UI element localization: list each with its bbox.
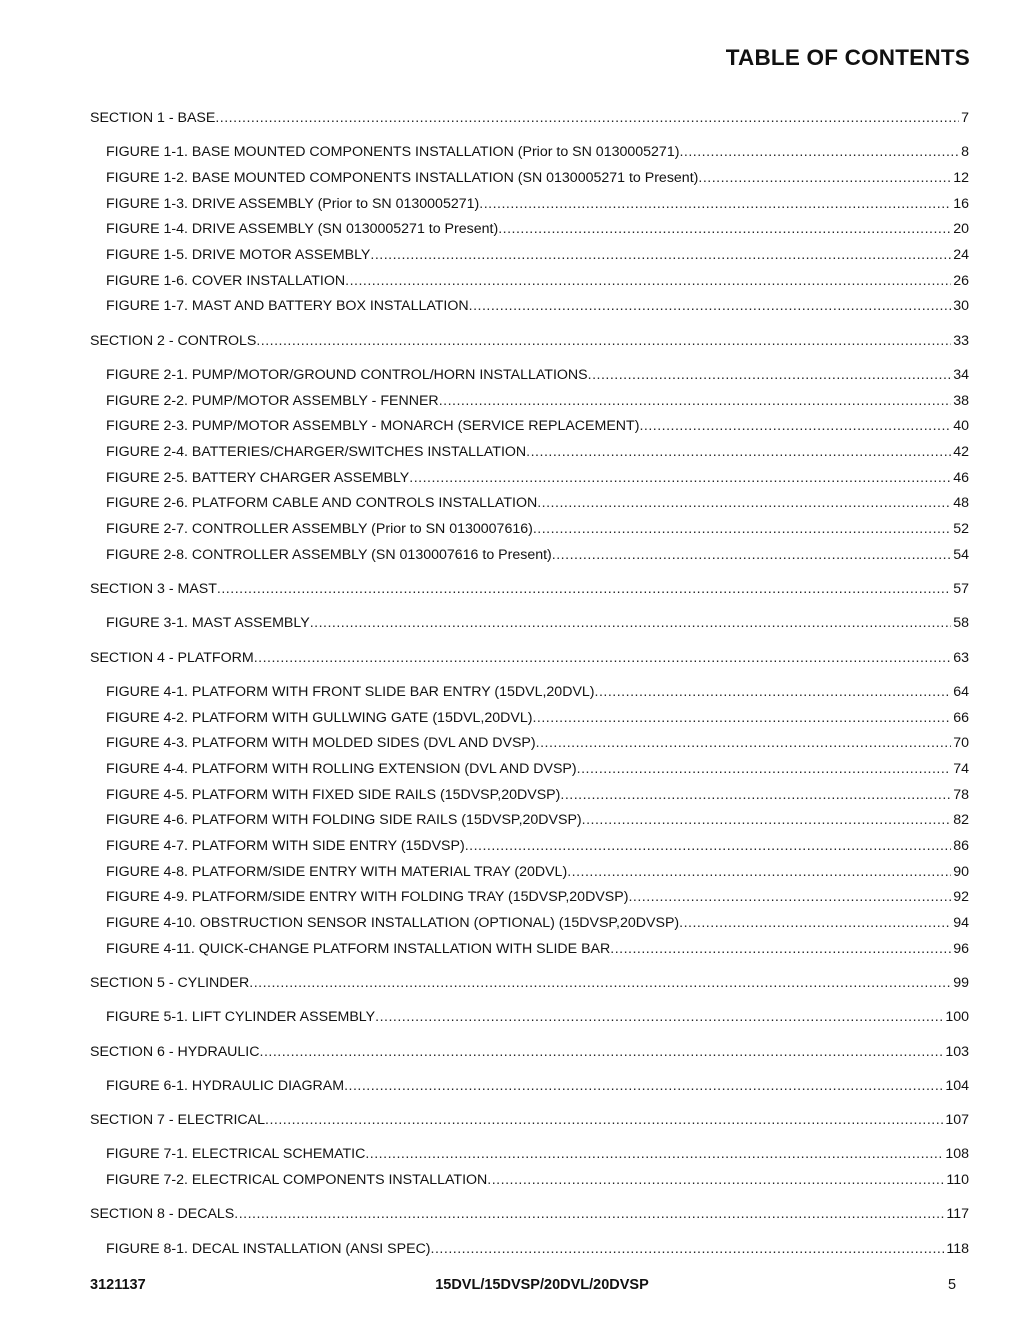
toc-figure-entry[interactable] [90, 1237, 969, 1263]
toc-figure-entry[interactable] [90, 389, 969, 415]
toc-entry-label: FIGURE 2-6. PLATFORM CABLE AND CONTROLS INSTALLATION [106, 495, 538, 512]
toc-entry-label: FIGURE 2-8. CONTROLLER ASSEMBLY (SN 0130007616 to Present) [106, 546, 552, 563]
toc-figure-entry[interactable] [90, 731, 969, 757]
toc-entry-label: FIGURE 1-4. DRIVE ASSEMBLY (SN 0130005271 to Present) [106, 221, 499, 238]
dot-leader [479, 192, 951, 218]
toc-entry-label: FIGURE 1-6. COVER INSTALLATION [106, 272, 346, 289]
toc-figure-entry[interactable] [90, 1074, 969, 1100]
dot-leader [552, 543, 951, 569]
toc-entry-page: 48 [953, 495, 969, 512]
toc-entry-label: FIGURE 1-1. BASE MOUNTED COMPONENTS INSTALLATION (Prior to SN 0130005271) [106, 144, 680, 161]
toc-figure-entry[interactable] [90, 1005, 969, 1031]
toc-entry-label: FIGURE 1-2. BASE MOUNTED COMPONENTS INSTALLATION (SN 0130005271 to Present) [106, 169, 699, 186]
toc-figure-entry[interactable] [90, 166, 969, 192]
toc-entry-label: FIGURE 5-1. LIFT CYLINDER ASSEMBLY [106, 1009, 376, 1026]
dot-leader [234, 1202, 944, 1228]
toc-entry-label: FIGURE 4-8. PLATFORM/SIDE ENTRY WITH MATERIAL TRAY (20DVL) [106, 863, 568, 880]
dot-leader [560, 783, 951, 809]
dot-leader [217, 577, 951, 603]
dot-leader [375, 1005, 943, 1031]
toc-entry-page: 24 [953, 247, 969, 264]
toc-entry-page: 63 [953, 649, 969, 666]
toc-entry-label: FIGURE 1-3. DRIVE ASSEMBLY (Prior to SN 0130005271) [106, 195, 480, 212]
dot-leader [526, 440, 951, 466]
toc-entry-label: SECTION 3 - MAST [90, 581, 217, 598]
toc-entry-page: 74 [953, 760, 969, 777]
toc-section-entry[interactable] [90, 1040, 969, 1066]
toc-entry-page: 57 [953, 581, 969, 598]
dot-leader [310, 611, 952, 637]
toc-figure-entry[interactable] [90, 757, 969, 783]
toc-figure-entry[interactable] [90, 243, 969, 269]
toc-figure-entry[interactable] [90, 414, 969, 440]
toc-entry-label: FIGURE 4-3. PLATFORM WITH MOLDED SIDES (DVL AND DVSP) [106, 735, 536, 752]
dot-leader [409, 466, 951, 492]
dot-leader [567, 860, 951, 886]
toc-section-entry[interactable] [90, 1202, 969, 1228]
toc-entry-page: 66 [953, 709, 969, 726]
toc-entry-label: FIGURE 1-7. MAST AND BATTERY BOX INSTALLATION [106, 298, 469, 315]
toc-figure-entry[interactable] [90, 543, 969, 569]
toc-figure-entry[interactable] [90, 885, 969, 911]
toc-entry-page: 16 [953, 195, 969, 212]
toc-section-entry[interactable] [90, 1108, 969, 1134]
dot-leader [487, 1168, 944, 1194]
toc-entry-label: FIGURE 7-2. ELECTRICAL COMPONENTS INSTALLATION [106, 1172, 488, 1189]
toc-entry-page: 54 [953, 546, 969, 563]
toc-entry-label: FIGURE 7-1. ELECTRICAL SCHEMATIC [106, 1146, 366, 1163]
dot-leader [439, 389, 952, 415]
toc-figure-entry[interactable] [90, 680, 969, 706]
toc-figure-entry[interactable] [90, 783, 969, 809]
toc-entry-page: 34 [953, 366, 969, 383]
dot-leader [582, 808, 952, 834]
dot-leader [610, 937, 951, 963]
dot-leader [498, 217, 951, 243]
toc-entry-page: 26 [953, 272, 969, 289]
dot-leader [344, 1074, 943, 1100]
toc-entry-page: 20 [953, 221, 969, 238]
toc-entry-page: 38 [953, 392, 969, 409]
toc-entry-label: FIGURE 2-2. PUMP/MOTOR ASSEMBLY - FENNER [106, 392, 439, 409]
toc-entry-page: 78 [953, 786, 969, 803]
page-number: 5 [948, 1277, 957, 1293]
toc-entry-label: SECTION 8 - DECALS [90, 1206, 235, 1223]
toc-figure-entry[interactable] [90, 611, 969, 637]
toc-entry-label: FIGURE 4-1. PLATFORM WITH FRONT SLIDE BAR ENTRY (15DVL,20DVL) [106, 683, 595, 700]
toc-entry-page: 118 [946, 1240, 969, 1257]
toc-figure-entry[interactable] [90, 706, 969, 732]
toc-figure-entry[interactable] [90, 192, 969, 218]
toc-entry-page: 64 [953, 683, 969, 700]
dot-leader [577, 757, 952, 783]
page-title: TABLE OF CONTENTS [725, 45, 970, 70]
toc-entry-label: FIGURE 4-5. PLATFORM WITH FIXED SIDE RAILS (15DVSP,20DVSP) [106, 786, 561, 803]
toc-entry-page: 12 [953, 169, 969, 186]
dot-leader [679, 911, 951, 937]
model-designation: 15DVL/15DVSP/20DVL/20DVSP [435, 1277, 649, 1293]
toc-section-entry[interactable] [90, 106, 969, 132]
toc-entry-page: 117 [946, 1206, 969, 1223]
toc-entry-page: 92 [953, 889, 969, 906]
dot-leader [639, 414, 951, 440]
dot-leader [254, 646, 952, 672]
dot-leader [536, 731, 952, 757]
dot-leader [698, 166, 951, 192]
toc-entry-label: SECTION 7 - ELECTRICAL [90, 1112, 266, 1129]
toc-entry-label: FIGURE 6-1. HYDRAULIC DIAGRAM [106, 1077, 345, 1094]
toc-entry-page: 100 [945, 1009, 969, 1026]
dot-leader [537, 491, 951, 517]
toc-entry-page: 103 [945, 1043, 969, 1060]
document-number: 3121137 [90, 1277, 146, 1293]
toc-entry-label: FIGURE 4-11. QUICK-CHANGE PLATFORM INSTALLATION WITH SLIDE BAR [106, 940, 611, 957]
toc-figure-entry[interactable] [90, 140, 969, 166]
toc-figure-entry[interactable] [90, 363, 969, 389]
toc-entry-page: 8 [961, 144, 969, 161]
toc-figure-entry[interactable] [90, 1168, 969, 1194]
toc-figure-entry[interactable] [90, 860, 969, 886]
toc-section-entry[interactable] [90, 577, 969, 603]
toc-figure-entry[interactable] [90, 517, 969, 543]
dot-leader [260, 1040, 944, 1066]
toc-figure-entry[interactable] [90, 466, 969, 492]
toc-entry-page: 82 [953, 812, 969, 829]
toc-figure-entry[interactable] [90, 440, 969, 466]
toc-entry-page: 108 [945, 1146, 969, 1163]
dot-leader [465, 834, 952, 860]
toc-entry-page: 104 [945, 1077, 969, 1094]
toc-entry-label: FIGURE 4-4. PLATFORM WITH ROLLING EXTENSION (DVL AND DVSP) [106, 760, 577, 777]
toc-entry-label: FIGURE 3-1. MAST ASSEMBLY [106, 615, 310, 632]
toc-entry-label: FIGURE 8-1. DECAL INSTALLATION (ANSI SPEC) [106, 1240, 431, 1257]
dot-leader [532, 706, 951, 732]
toc-entry-label: FIGURE 4-9. PLATFORM/SIDE ENTRY WITH FOLDING TRAY (15DVSP,20DVSP) [106, 889, 629, 906]
dot-leader [628, 885, 951, 911]
dot-leader [249, 971, 951, 997]
dot-leader [370, 243, 951, 269]
toc-entry-label: FIGURE 2-1. PUMP/MOTOR/GROUND CONTROL/HORN INSTALLATIONS [106, 366, 588, 383]
dot-leader [215, 106, 959, 132]
toc-entry-page: 46 [953, 469, 969, 486]
dot-leader [265, 1108, 943, 1134]
toc-figure-entry[interactable] [90, 269, 969, 295]
toc-figure-entry[interactable] [90, 808, 969, 834]
toc-figure-entry[interactable] [90, 1142, 969, 1168]
toc-figure-entry[interactable] [90, 937, 969, 963]
toc-entry-page: 99 [953, 975, 969, 992]
toc-entry-page: 42 [953, 444, 969, 461]
dot-leader [533, 517, 951, 543]
toc-entry-page: 30 [953, 298, 969, 315]
toc-entry-label: FIGURE 4-7. PLATFORM WITH SIDE ENTRY (15DVSP) [106, 838, 465, 855]
toc-entry-label: FIGURE 2-7. CONTROLLER ASSEMBLY (Prior to SN 0130007616) [106, 521, 533, 538]
toc-entry-label: FIGURE 4-2. PLATFORM WITH GULLWING GATE (15DVL,20DVL) [106, 709, 533, 726]
dot-leader [588, 363, 952, 389]
toc-figure-entry[interactable] [90, 217, 969, 243]
toc-figure-entry[interactable] [90, 834, 969, 860]
toc-entry-label: SECTION 5 - CYLINDER [90, 975, 250, 992]
toc-entry-page: 52 [953, 521, 969, 538]
dot-leader [256, 329, 951, 355]
toc-entry-label: FIGURE 2-4. BATTERIES/CHARGER/SWITCHES INSTALLATION [106, 444, 527, 461]
toc-entry-label: FIGURE 4-10. OBSTRUCTION SENSOR INSTALLATION (OPTIONAL) (15DVSP,20DVSP) [106, 915, 680, 932]
toc-entry-page: 110 [946, 1172, 969, 1189]
dot-leader [365, 1142, 943, 1168]
dot-leader [469, 294, 952, 320]
toc-entry-page: 107 [945, 1112, 969, 1129]
toc-entry-label: SECTION 6 - HYDRAULIC [90, 1043, 260, 1060]
toc-entry-page: 90 [953, 863, 969, 880]
toc-entry-page: 40 [953, 418, 969, 435]
toc-entry-page: 96 [953, 940, 969, 957]
toc-figure-entry[interactable] [90, 911, 969, 937]
toc-entry-page: 70 [953, 735, 969, 752]
toc-section-entry[interactable] [90, 646, 969, 672]
table-of-contents [90, 106, 969, 1262]
toc-entry-label: SECTION 2 - CONTROLS [90, 332, 257, 349]
toc-entry-page: 7 [961, 110, 969, 126]
toc-entry-page: 33 [953, 332, 969, 349]
dot-leader [431, 1237, 945, 1263]
toc-entry-page: 58 [953, 615, 969, 632]
toc-figure-entry[interactable] [90, 491, 969, 517]
toc-figure-entry[interactable] [90, 294, 969, 320]
toc-section-entry[interactable] [90, 329, 969, 355]
toc-entry-label: FIGURE 1-5. DRIVE MOTOR ASSEMBLY [106, 247, 371, 264]
dot-leader [345, 269, 951, 295]
toc-entry-label: SECTION 4 - PLATFORM [90, 649, 254, 666]
toc-entry-label: FIGURE 4-6. PLATFORM WITH FOLDING SIDE RAILS (15DVSP,20DVSP) [106, 812, 582, 829]
toc-entry-label: FIGURE 2-5. BATTERY CHARGER ASSEMBLY [106, 469, 410, 486]
dot-leader [595, 680, 952, 706]
toc-entry-page: 86 [953, 838, 969, 855]
toc-entry-page: 94 [953, 915, 969, 932]
toc-entry-label: FIGURE 2-3. PUMP/MOTOR ASSEMBLY - MONARCH (SERVICE REPLACEMENT) [106, 418, 640, 435]
toc-section-entry[interactable] [90, 971, 969, 997]
dot-leader [679, 140, 959, 166]
toc-entry-label: SECTION 1 - BASE [90, 110, 216, 126]
